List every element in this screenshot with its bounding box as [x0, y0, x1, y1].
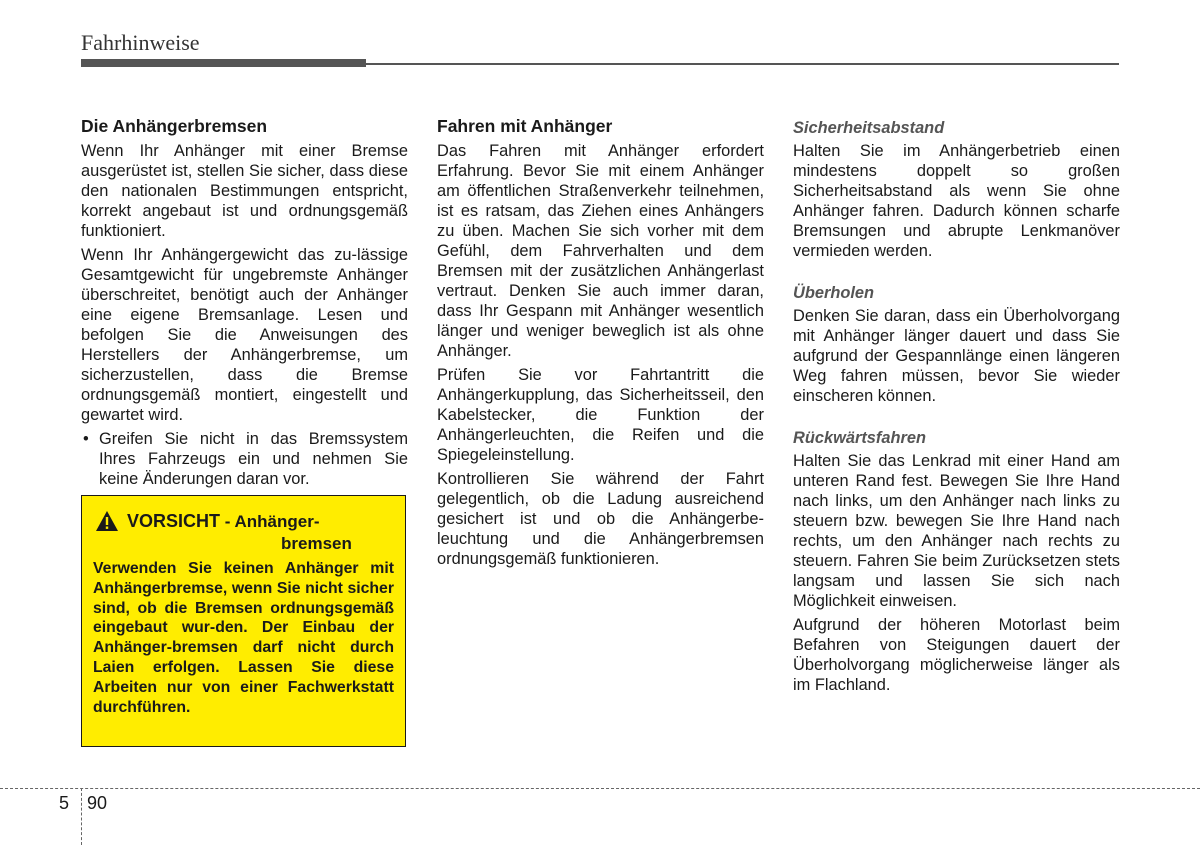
section-heading-trailer-brakes: Die Anhängerbremsen	[81, 116, 268, 136]
paragraph: Aufgrund der höheren Motorlast beim Befahren von Steigungen dauert der Überholvorgang möglicherweise länger als im Flachland.	[793, 616, 1120, 694]
warning-triangle-icon	[95, 510, 119, 532]
paragraph: Prüfen Sie vor Fahrtantritt die Anhängerkupplung, das Sicherheitsseil, den Kabelstecker, die Funktion der Anhängerleuchten, die Reifen und die Spiegeleinstellung.	[437, 366, 764, 464]
subheading-reversing: Rückwärtsfahren	[793, 429, 926, 447]
page-number: 90	[87, 793, 108, 813]
caution-header	[93, 510, 394, 555]
caution-body: Verwenden Sie keinen Anhänger mit Anhängerbremse, wenn Sie nicht sicher sind, ob die Bremsen ordnungsgemäß eingebaut wur-den. Der Einbau der Anhänger-bremsen darf nicht durch Laien erfolgen. Lassen Sie diese Arbeiten nur von einer Fachwerkstatt durchführen.	[93, 560, 394, 716]
header-rule-thick	[81, 59, 366, 67]
page-header-title: Fahrhinweise	[81, 30, 200, 55]
caution-title	[127, 510, 394, 555]
caution-label: VORSICHT	[127, 511, 221, 531]
caution-box	[81, 495, 406, 747]
caution-subtitle-2: bremsen	[281, 534, 352, 553]
column-right	[793, 118, 1120, 699]
chapter-number: 5	[59, 793, 70, 813]
header-rule-thin	[366, 63, 1119, 65]
section-heading-driving-with-trailer: Fahren mit Anhänger	[437, 116, 613, 136]
subheading-safety-distance: Sicherheitsabstand	[793, 119, 945, 137]
footer-rule	[0, 788, 1200, 789]
column-left	[81, 116, 408, 489]
footer-divider	[81, 788, 82, 845]
paragraph: Kontrollieren Sie während der Fahrt gelegentlich, ob die Ladung ausreichend gesichert ist und ob die Anhängerbe-leuchtung und die Anhängerbremsen ordnungsgemäß funktionieren.	[437, 470, 764, 568]
paragraph: Halten Sie im Anhängerbetrieb einen mindestens doppelt so großen Sicherheitsabstand als wenn Sie ohne Anhänger fahren. Dadurch können scharfe Bremsungen und abrupte Lenkmanöver vermieden werden.	[793, 142, 1120, 260]
bullet-item	[81, 429, 408, 489]
paragraph: Halten Sie das Lenkrad mit einer Hand am unteren Rand fest. Bewegen Sie Ihre Hand nach links, um den Anhänger nach links zu steuern bzw. bewegen Sie Ihre Hand nach rechts, um den Anhänger nach rechts zu steuern. Fahren Sie beim Zurücksetzen stets langsam und lassen Sie sich nach Möglichkeit einweisen.	[793, 452, 1120, 610]
paragraph: Wenn Ihr Anhängergewicht das zu-lässige Gesamtgewicht für ungebremste Anhänger überschreitet, benötigt auch der Anhänger eine eigene Bremsanlage. Lesen und befolgen Sie die Anweisungen des Herstellers der Anhängerbremse, um sicherzustellen, dass die Bremse ordnungsgemäß montiert, eingestellt und gewartet wird.	[81, 246, 408, 424]
caution-subtitle-1: - Anhänger-	[224, 512, 320, 531]
column-middle	[437, 116, 764, 573]
bullet-symbol: •	[83, 430, 89, 448]
subheading-overtaking: Überholen	[793, 284, 875, 302]
paragraph: Wenn Ihr Anhänger mit einer Bremse ausgerüstet ist, stellen Sie sicher, dass diese den nationalen Bestimmungen entspricht, korrekt angebaut ist und ordnungsgemäß funktioniert.	[81, 142, 408, 240]
paragraph: Denken Sie daran, dass ein Überholvorgang mit Anhänger länger dauert und dass Sie aufgrund der Gespannlänge einen längeren Weg fahren müssen, bevor Sie wieder einscheren können.	[793, 307, 1120, 405]
paragraph: Das Fahren mit Anhänger erfordert Erfahrung. Bevor Sie mit einem Anhänger am öffentlichen Straßenverkehr teilnehmen, ist es ratsam, das Ziehen eines Anhängers zu üben. Machen Sie sich vorher mit dem Gefühl, dem Fahrverhalten und dem Bremsen mit der zusätzlichen Anhängerlast vertraut. Denken Sie auch immer daran, dass Ihr Gespann mit Anhänger wesentlich länger und weniger beweglich ist als ohne Anhänger.	[437, 142, 764, 360]
bullet-text: Greifen Sie nicht in das Bremssystem Ihres Fahrzeugs ein und nehmen Sie keine Änderungen daran vor.	[99, 430, 408, 488]
